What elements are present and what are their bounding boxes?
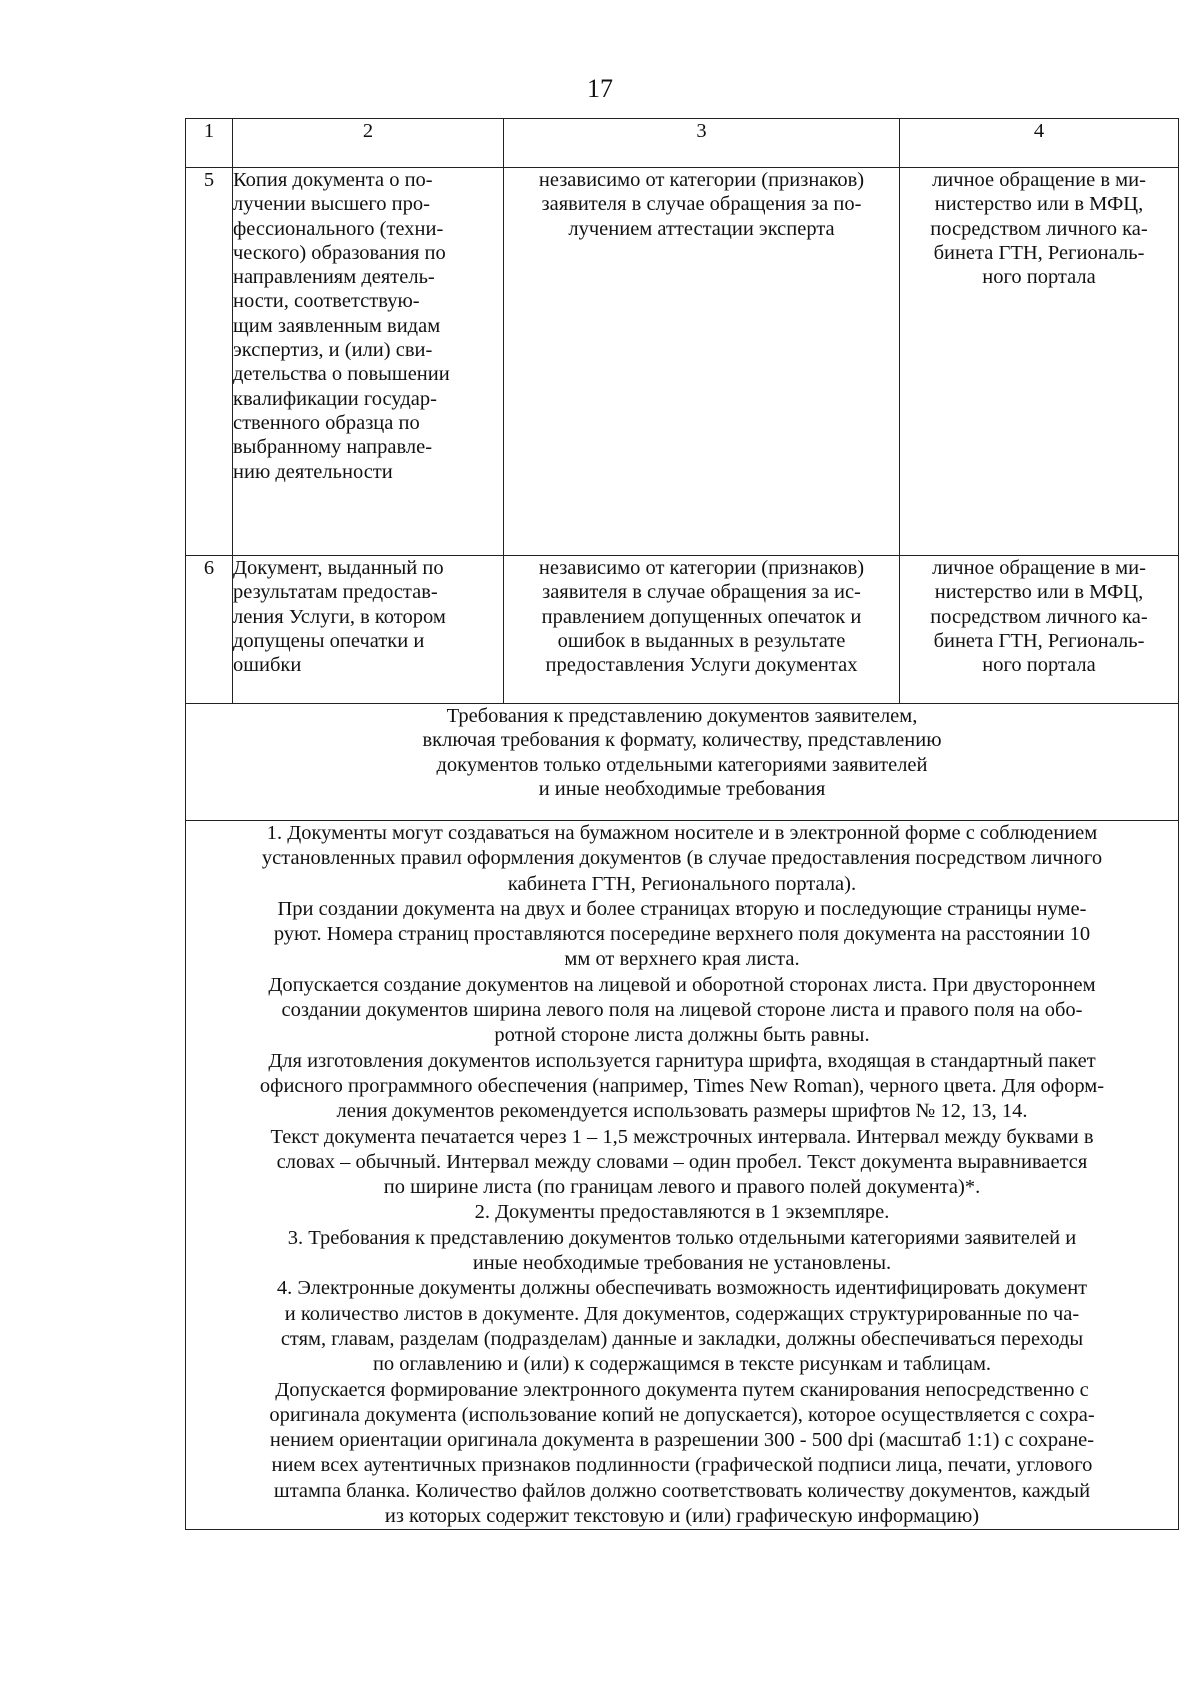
text-line: ления документов рекомендуется использовать размеры шрифтов № 12, 13, 14. xyxy=(336,1100,1028,1123)
row-number: 5 xyxy=(186,168,233,556)
cell-line: посредством личного ка- xyxy=(930,217,1148,240)
text-line: 4. Электронные документы должны обеспечивать возможность идентифицировать документ xyxy=(276,1277,1088,1300)
cell-line: допущены опечатки и xyxy=(233,629,425,652)
text-line: ротной стороне листа должны быть равны. xyxy=(494,1024,870,1047)
row-number: 6 xyxy=(186,556,233,704)
text-line: из которых содержит текстовую и (или) графическую информацию) xyxy=(384,1505,980,1528)
cell-line: детельства о повышении xyxy=(233,363,450,386)
text-line: офисного программного обеспечения (например, Times New Roman), черного цвета. Для оформ- xyxy=(259,1074,1105,1097)
cell-line: заявителя в случае обращения за ис- xyxy=(542,581,861,604)
text-line: При создании документа на двух и более страницах вторую и последующие страницы нуме- xyxy=(277,897,1087,920)
text-line: мм от верхнего края листа. xyxy=(564,948,800,971)
requirements-text xyxy=(186,821,1179,1530)
cell-line: экспертиз, и (или) сви- xyxy=(233,339,433,362)
header-cell: 3 xyxy=(504,119,900,168)
cell-line: фессионального (техни- xyxy=(233,217,444,240)
cell-line: бинета ГТН, Региональ- xyxy=(933,241,1145,264)
cell-line: ческого) образования по xyxy=(233,241,446,264)
text-line: штампа бланка. Количество файлов должно соответствовать количеству документов, каждый xyxy=(273,1479,1091,1502)
cell-line: заявителя в случае обращения за по- xyxy=(541,193,862,216)
heading-line: и иные необходимые требования xyxy=(538,777,826,800)
cell-line: ного портала xyxy=(982,266,1096,289)
text-line: Для изготовления документов используется гарнитура шрифта, входящая в стандартный пакет xyxy=(268,1049,1096,1072)
cell-line: ошибок в выданных в результате xyxy=(557,629,846,652)
cell-line: независимо от категории (признаков) xyxy=(538,169,865,191)
section-heading-row xyxy=(186,704,1179,821)
cell-line: ления Услуги, в котором xyxy=(233,605,446,628)
text-line: по ширине листа (по границам левого и правого полей документа)*. xyxy=(383,1176,981,1199)
cell-line: выбранному направле- xyxy=(233,436,433,459)
cell-line: личное обращение в ми- xyxy=(932,169,1146,191)
header-cell: 4 xyxy=(900,119,1179,168)
text-line: и количество листов в документе. Для документов, содержащих структурированные по ча- xyxy=(284,1302,1080,1325)
text-line: 2. Документы предоставляются в 1 экземпляре. xyxy=(474,1201,890,1224)
cell-line: независимо от категории (признаков) xyxy=(538,557,865,579)
requirements-row xyxy=(186,821,1179,1530)
document-name-cell xyxy=(233,556,504,704)
text-line: 3. Требования к представлению документов только отдельными категориями заявителей и xyxy=(287,1226,1077,1249)
heading-line: Требования к представлению документов заявителем, xyxy=(446,705,918,727)
cell-line: направлениям деятель- xyxy=(233,266,435,289)
table-header-row xyxy=(186,119,1179,168)
cell-line: ности, соответствую- xyxy=(233,290,420,313)
cell-line: нистерство или в МФЦ, xyxy=(934,581,1144,604)
text-line: кабинета ГТН, Регионального портала). xyxy=(507,872,857,895)
text-line: стям, главам, разделам (подразделам) данные и закладки, должны обеспечиваться переходы xyxy=(280,1327,1084,1350)
cell-line: квалификации государ- xyxy=(233,387,437,410)
page-number: 17 xyxy=(587,74,613,103)
document-name-cell xyxy=(233,168,504,556)
applicant-category-cell xyxy=(504,168,900,556)
cell-line: нистерство или в МФЦ, xyxy=(934,193,1144,216)
header-cell: 1 xyxy=(186,119,233,168)
text-line: 1. Документы могут создаваться на бумажном носителе и в электронной форме с соблюдением xyxy=(266,822,1098,844)
header-cell: 2 xyxy=(233,119,504,168)
text-line: создании документов ширина левого поля на лицевой стороне листа и правого поля на обо- xyxy=(281,999,1083,1022)
text-line: руют. Номера страниц проставляются посередине верхнего поля документа на расстоянии 10 xyxy=(273,923,1091,946)
text-line: Допускается создание документов на лицевой и оборотной сторонах листа. При двустороннем xyxy=(268,973,1096,996)
table-row xyxy=(186,168,1179,556)
cell-line: ного портала xyxy=(982,654,1096,677)
cell-line: Документ, выданный по xyxy=(233,557,444,579)
cell-line: щим заявленным видам xyxy=(233,314,441,337)
cell-line: бинета ГТН, Региональ- xyxy=(933,629,1145,652)
cell-line: личное обращение в ми- xyxy=(932,557,1146,579)
section-heading xyxy=(186,704,1179,821)
cell-line: нию деятельности xyxy=(233,460,393,483)
cell-line: ственного образца по xyxy=(233,411,420,434)
text-line: по оглавлению и (или) к содержащимся в тексте рисункам и таблицам. xyxy=(372,1353,992,1376)
text-line: нением ориентации оригинала документа в разрешении 300 - 500 dpi (масштаб 1:1) с сохране- xyxy=(269,1429,1095,1452)
cell-line: посредством личного ка- xyxy=(930,605,1148,628)
cell-line: лучением аттестации эксперта xyxy=(568,217,835,240)
submission-method-cell xyxy=(900,556,1179,704)
text-line: иные необходимые требования не установлены. xyxy=(472,1252,892,1275)
text-line: словах – обычный. Интервал между словами – один пробел. Текст документа выравнивается xyxy=(276,1150,1088,1173)
heading-line: включая требования к формату, количеству, представлению xyxy=(422,729,942,752)
table-row xyxy=(186,556,1179,704)
cell-line: правлением допущенных опечаток и xyxy=(541,605,862,628)
text-line: нием всех аутентичных признаков подлинности (графической подписи лица, печати, углового xyxy=(271,1454,1093,1477)
text-line: установленных правил оформления документов (в случае предоставления посредством личного xyxy=(261,847,1103,870)
cell-line: предоставления Услуги документах xyxy=(545,654,858,677)
text-line: Допускается формирование электронного документа путем сканирования непосредственно с xyxy=(275,1378,1089,1401)
cell-line: результатам предостав- xyxy=(233,581,438,604)
cell-line: ошибки xyxy=(233,654,302,677)
cell-line: лучении высшего про- xyxy=(233,193,430,216)
cell-line: Копия документа о по- xyxy=(233,169,433,191)
submission-method-cell xyxy=(900,168,1179,556)
text-line: оригинала документа (использование копий не допускается), которое осуществляется с сохра- xyxy=(269,1403,1095,1426)
heading-line: документов только отдельными категориями заявителей xyxy=(436,753,928,776)
text-line: Текст документа печатается через 1 – 1,5 межстрочных интервала. Интервал между буквами в xyxy=(270,1125,1094,1148)
applicant-category-cell xyxy=(504,556,900,704)
documents-table xyxy=(185,118,1179,1530)
